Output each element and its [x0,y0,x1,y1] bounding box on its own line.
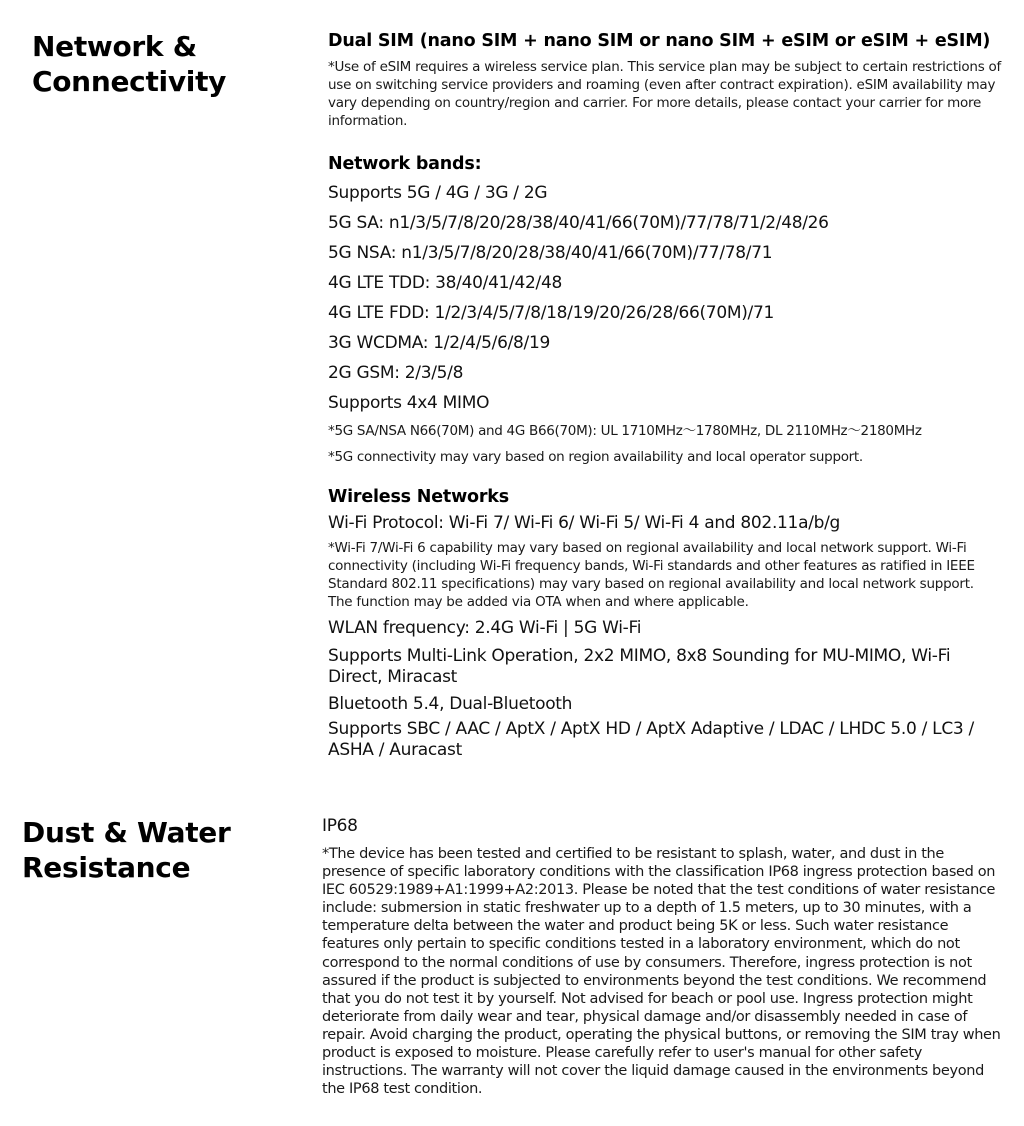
band-item: 5G SA: n1/3/5/7/8/20/28/38/40/41/66(70M)/77/78/71/2/48/26 [328,213,829,233]
band-note: *5G SA/NSA N66(70M) and 4G B66(70M): UL 1710MHz～1780MHz, DL 2110MHz～2180MHz [328,423,922,439]
wifi-note: *Wi-Fi 7/Wi-Fi 6 capability may vary based on regional availability and local network support. Wi-Fi connectivity (including Wi-Fi frequency bands, Wi-Fi standards and other features as ratified in IEEE Standard 802.11 specifications) may vary based on regional availability and local network support. [328,540,975,592]
band-item: Supports 4x4 MIMO [328,393,490,413]
wifi-protocol: Wi-Fi Protocol: Wi-Fi 7/ Wi-Fi 6/ Wi-Fi 5/ Wi-Fi 4 and 802.11a/b/g [328,513,841,533]
network-connectivity-specs [328,29,1008,761]
title-line: Resistance [22,851,191,884]
section-title-network-connectivity [32,29,226,99]
wifi-ota-note: The function may be added via OTA when and where applicable. [328,594,749,610]
title-line: Network & [32,30,197,63]
bluetooth-version: Bluetooth 5.4, Dual-Bluetooth [328,694,573,714]
ip-rating: IP68 [322,816,358,836]
band-item: 4G LTE TDD: 38/40/41/42/48 [328,273,563,293]
audio-codecs: Supports SBC / AAC / AptX / AptX HD / AptX Adaptive / LDAC / LHDC 5.0 / LC3 / ASHA / Auracast [328,719,974,760]
network-bands-list [328,178,1008,418]
title-line: Dust & Water [22,816,231,849]
dual-sim-heading: Dual SIM (nano SIM + nano SIM or nano SIM + eSIM or eSIM + eSIM) [328,31,991,51]
band-item: 3G WCDMA: 1/2/4/5/6/8/19 [328,333,550,353]
wireless-networks-heading: Wireless Networks [328,487,509,507]
wlan-frequency: WLAN frequency: 2.4G Wi-Fi | 5G Wi-Fi [328,618,642,638]
network-bands-heading: Network bands: [328,154,482,174]
section-title-dust-water-resistance [22,815,231,885]
band-item: 4G LTE FDD: 1/2/3/4/5/7/8/18/19/20/26/28/66(70M)/71 [328,303,774,323]
band-item: 5G NSA: n1/3/5/7/8/20/28/38/40/41/66(70M)/77/78/71 [328,243,773,263]
multi-link-operation: Supports Multi-Link Operation, 2x2 MIMO, 8x8 Sounding for MU-MIMO, Wi-Fi Direct, Miracast [328,646,951,687]
title-line: Connectivity [32,65,227,98]
band-item: 2G GSM: 2/3/5/8 [328,363,464,383]
esim-note: *Use of eSIM requires a wireless service plan. This service plan may be subject to certain restrictions of use on switching service providers and roaming (even after contract expiration). eSIM availability may vary depending on country/region and carrier. For more details, please contact your carrier for more information. [328,59,1002,129]
ip-rating-note: *The device has been tested and certified to be resistant to splash, water, and dust in the presence of specific laboratory conditions with the classification IP68 ingress protection based on IEC 60529:1989+A1:1999+A2:2013. Please be noted that the test conditions of water resistance include: submersion in static freshwater up to a depth of 1.5 meters, up to 30 minutes, with a temperature delta between the water and product being 5K or less. Such water resistance features only pertain to specific conditions tested in a laboratory environment, which do not correspond to the normal conditions of use by consumers. Therefore, ingress protection is not assured if the product is subjected to environments beyond the test conditions. We recommend that you do not test it by yourself. Not advised for beach or pool use. Ingress protection might deteriorate from daily wear and tear, physical damage and/or disassembly needed in case of repair. Avoid charging the product, operating the physical buttons, or removing the SIM tray when product is exposed to moisture. Please carefully refer to user's manual for other safety instructions. The warranty will not cover the liquid damage caused in the environments beyond the IP68 test condition. [322,846,1001,1098]
band-note: *5G connectivity may vary based on region availability and local operator support. [328,449,863,465]
dust-water-resistance-specs [322,815,1002,1098]
band-item: Supports 5G / 4G / 3G / 2G [328,183,548,203]
